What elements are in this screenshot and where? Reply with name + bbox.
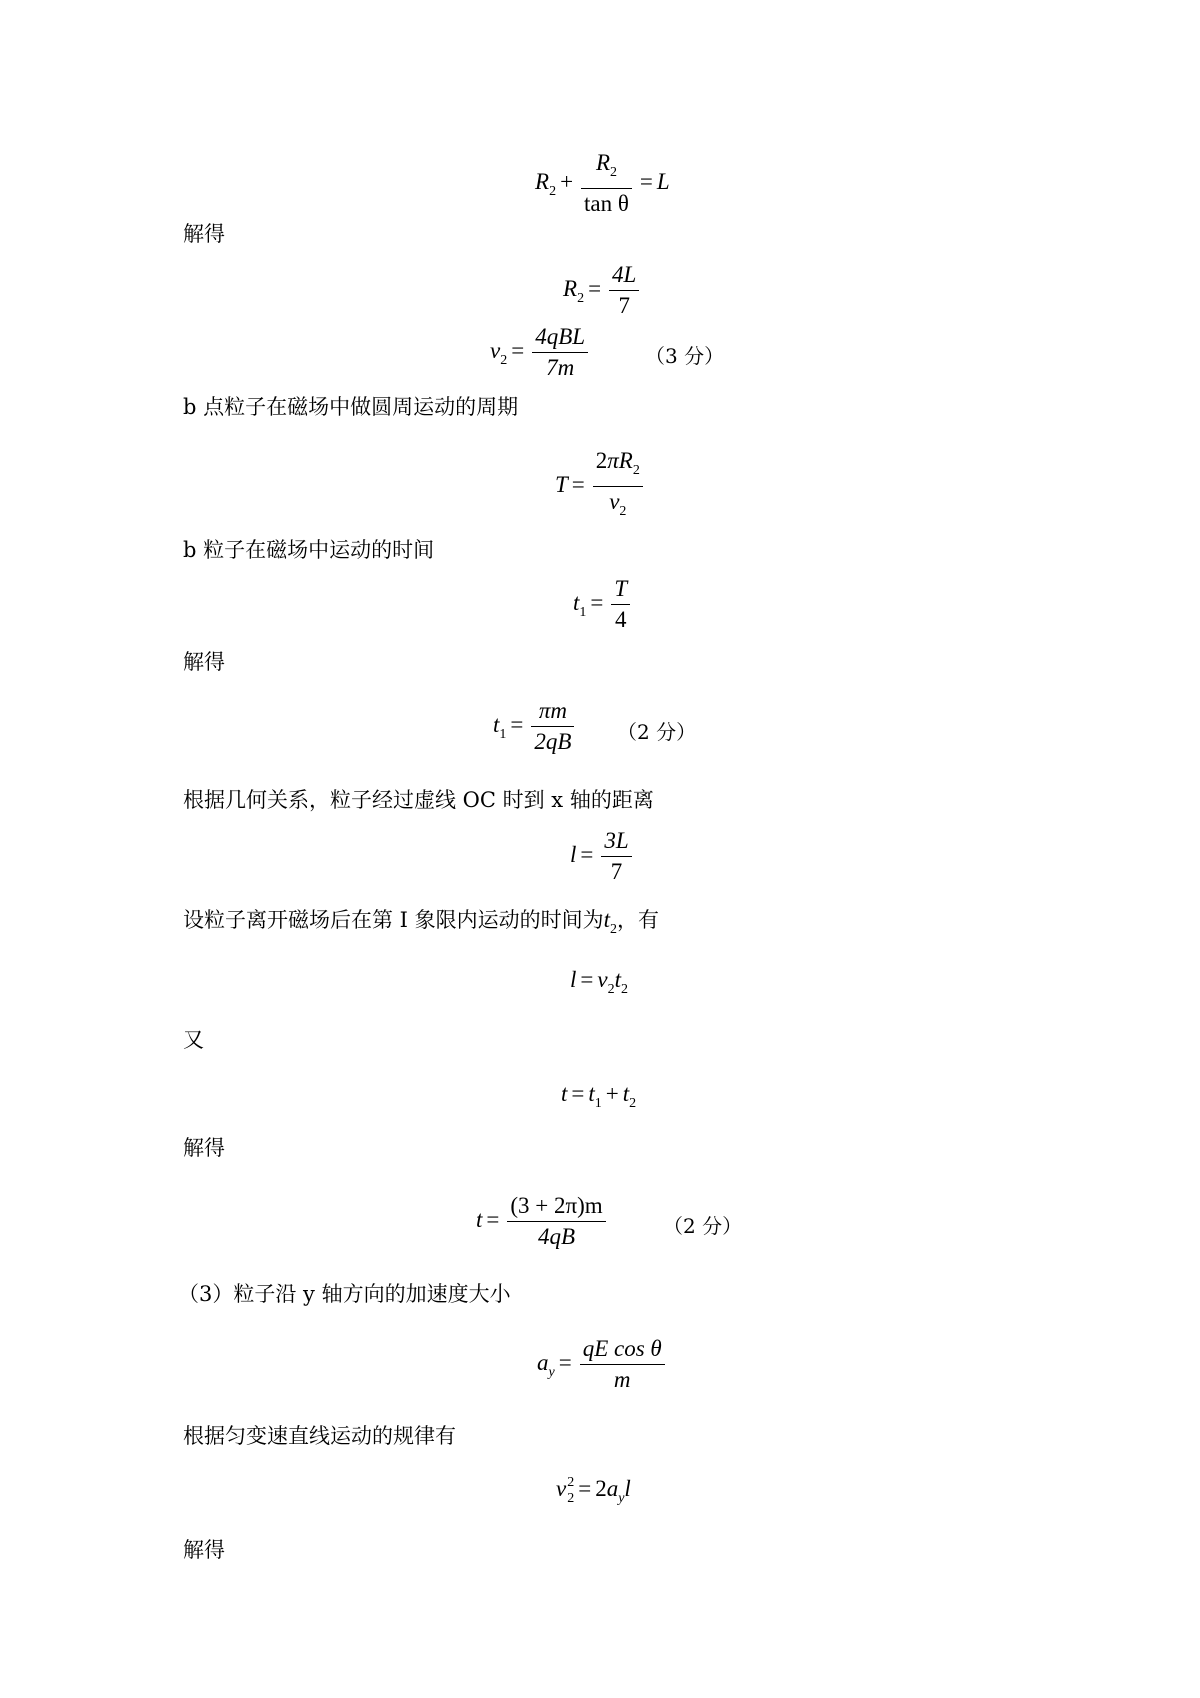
text-you: 又 <box>183 1028 204 1052</box>
eq7-numerator: 3L <box>604 828 629 853</box>
eq2-denominator: 7 <box>618 293 630 318</box>
equation-t-sum: $t = t_1 + t_2$ <box>561 1081 637 1111</box>
equation-r2: $R_2$ = $\frac{4L}{7}$ <box>563 260 643 321</box>
equation-ay: $a_y$ = $\frac{\text{qE cos θ}}{m}$ <box>537 1334 669 1395</box>
eq3-numerator: 4qBL <box>535 324 586 349</box>
eq1-rhs: L <box>656 168 670 194</box>
equation-l-v2t2: $l = v_2t_2$ <box>570 967 628 997</box>
equation-t-total: t = $\frac{(3 + 2\pi)m}{4qB}$ <box>476 1191 610 1252</box>
text-part3: （3）粒子沿 y 轴方向的加速度大小 <box>178 1282 511 1306</box>
equation-radius-relation: $R_2$ + $\frac{R_2}{\text{tan θ}}$ = L <box>535 148 670 219</box>
text-b-period: b 点粒子在磁场中做圆周运动的周期 <box>183 395 519 419</box>
text-jiede-1: 解得 <box>183 222 225 246</box>
text-jiede-2: 解得 <box>183 650 225 674</box>
score-2-second: （2 分） <box>663 1214 743 1238</box>
text-quadrant-pre: 设粒子离开磁场后在第 I 象限内运动的时间为 <box>183 908 604 932</box>
eq3-denominator: 7m <box>546 355 575 380</box>
equation-v2-squared: v 2 2 = $2a_yl$ <box>556 1475 631 1506</box>
eq6-denominator: 2qB <box>534 729 572 754</box>
text-uniform: 根据匀变速直线运动的规律有 <box>183 1424 456 1448</box>
equation-period: T = $\frac{2\pi R_2}{v_2}$ <box>555 446 647 527</box>
eq11-denominator: m <box>613 1367 631 1392</box>
eq10-numerator: (3 + 2π)m <box>507 1191 605 1222</box>
equation-t1: $t_1$ = $\frac{\pi m}{2qB}$ <box>493 696 578 757</box>
text-jiede-4: 解得 <box>183 1538 225 1562</box>
text-geometry: 根据几何关系，粒子经过虚线 OC 时到 x 轴的距离 <box>183 788 654 812</box>
eq10-denominator: 4qB <box>537 1224 576 1249</box>
equation-l: l = $\frac{3L}{7}$ <box>570 826 636 887</box>
equation-v2: $v_2$ = $\frac{\text{4qBL}}{7m}$ <box>490 322 592 383</box>
text-quadrant: 设粒子离开磁场后在第 I 象限内运动的时间为$t_2$，有 <box>183 907 660 937</box>
eq11-numerator: qE cos θ <box>582 1336 662 1361</box>
text-b-time: b 粒子在磁场中运动的时间 <box>183 538 435 562</box>
score-3: （3 分） <box>645 344 725 368</box>
eq2-numerator: 4L <box>612 262 637 287</box>
text-jiede-3: 解得 <box>183 1136 225 1160</box>
eq6-numerator: πm <box>538 698 567 723</box>
score-2-first: （2 分） <box>617 720 697 744</box>
eq7-denominator: 7 <box>610 859 623 884</box>
equation-t1-period: $t_1$ = $\frac{T}{4}$ <box>573 574 634 635</box>
text-quadrant-post: ，有 <box>617 908 660 932</box>
eq1-denominator: tan θ <box>584 191 629 216</box>
